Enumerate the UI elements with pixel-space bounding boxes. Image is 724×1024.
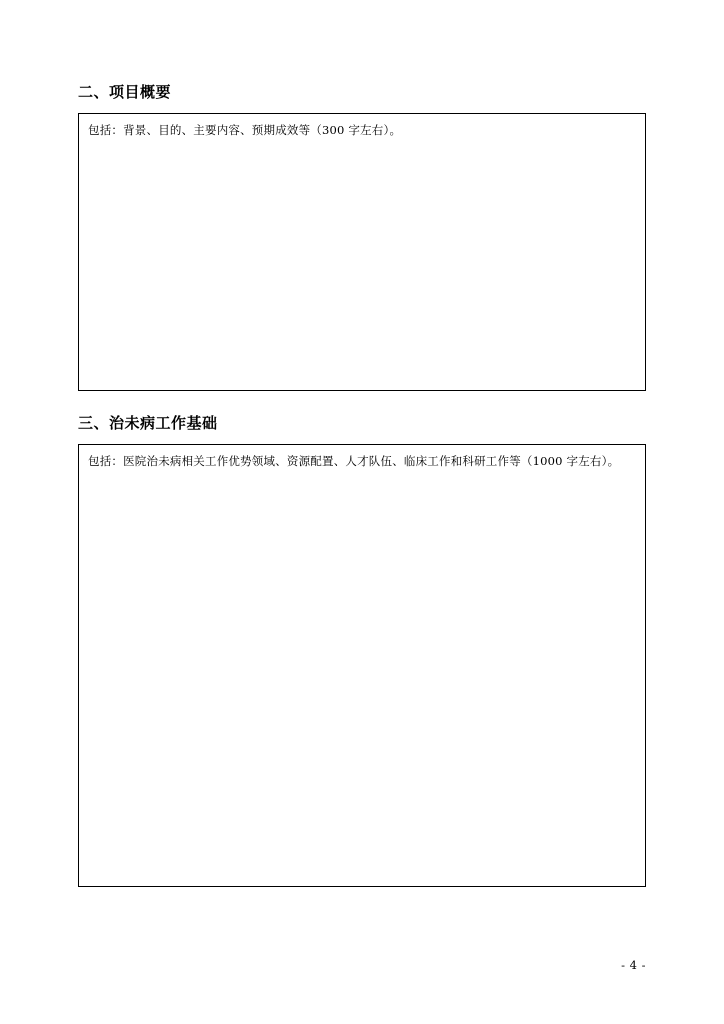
answer-box-project-summary[interactable] (78, 113, 646, 391)
answer-box-preventive-treatment-foundation[interactable] (78, 444, 646, 887)
page-number: - 4 - (621, 958, 646, 972)
section-heading-preventive-treatment-foundation: 三、治未病工作基础 (78, 414, 218, 432)
answer-box-prompt-project-summary: 包括：背景、目的、主要内容、预期成效等（300 字左右）。 (88, 123, 402, 137)
answer-box-prompt-preventive-treatment-foundation: 包括：医院治未病相关工作优势领域、资源配置、人才队伍、临床工作和科研工作等（1000 字左右）。 (88, 454, 620, 468)
page-content (78, 82, 646, 887)
section-heading-project-summary: 二、项目概要 (78, 83, 172, 101)
section-spacer (78, 391, 646, 413)
